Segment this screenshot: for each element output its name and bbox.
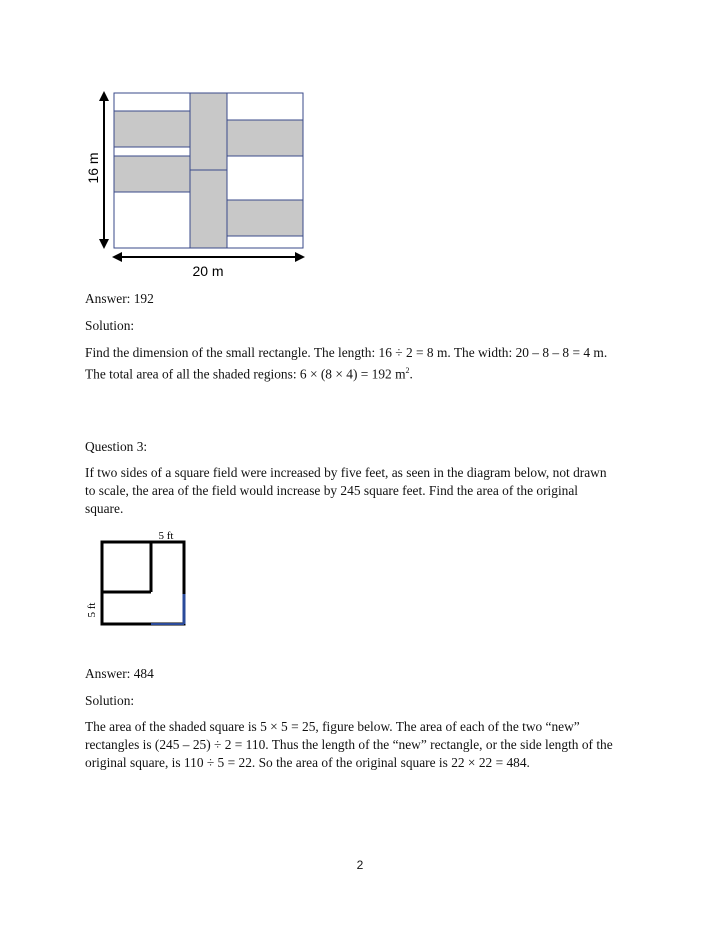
shaded-rect — [114, 156, 190, 192]
left-5ft-label: 5 ft — [86, 602, 98, 618]
q3-prompt: If two sides of a square field were increased by five feet, as seen in the diagram below, not drawn to scale, the area of the field would increase by 245 square feet. Find the area of the original square. — [85, 465, 607, 516]
shaded-rect — [227, 200, 303, 236]
q2-solution-line1: Find the dimension of the small rectangle. The length: 16 ÷ 2 = 8 m. The width: 20 – 8 – 8 = 4 m. — [85, 345, 608, 360]
top-5ft-label: 5 ft — [158, 530, 174, 542]
page-number: 2 — [356, 858, 364, 872]
q2-solution-line2: The total area of all the shaded regions: 6 × (8 × 4) = 192 $m^2$. — [85, 366, 413, 382]
q3-solution-label: Solution: — [85, 693, 135, 708]
width-label: 20 m — [192, 263, 224, 279]
square-field-figure — [80, 524, 200, 634]
enlarged-square — [102, 542, 184, 624]
shaded-rect — [190, 93, 227, 170]
q3-answer: Answer: 484 — [85, 666, 154, 681]
shaded-rect — [227, 120, 303, 156]
shaded-rect — [190, 170, 227, 248]
shaded-rect — [114, 111, 190, 147]
q3-heading: Question 3: — [85, 439, 148, 454]
q2-solution-label: Solution: — [85, 318, 135, 333]
q2-answer: Answer: 192 — [85, 291, 154, 306]
shaded-rectangles-figure — [80, 86, 320, 286]
q3-solution-text: The area of the shaded square is 5 × 5 = 25, figure below. The area of each of the two “new” rectangles is (245 – 25) ÷ 2 = 110. Thus the length of the “new” rectangle, or the side length of the original square, is 110 ÷ 5 = 22. So the area of the original square is 22 × 22 = 484. — [85, 719, 613, 770]
height-label: 16 m — [85, 152, 101, 184]
